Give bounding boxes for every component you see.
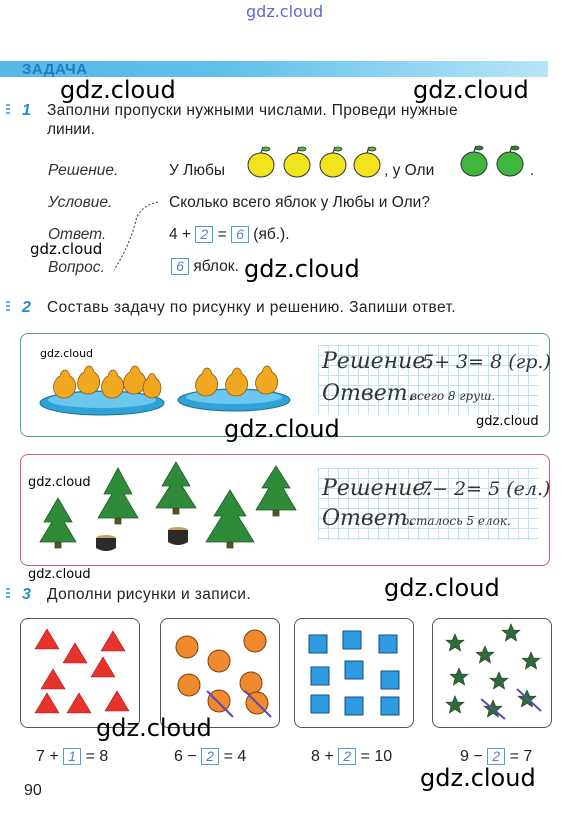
star-icon: [502, 624, 520, 641]
panel2-reshenie: Решение.: [322, 476, 433, 501]
apple-icon: [284, 147, 310, 177]
bullet-dots: [6, 301, 10, 313]
answer-box[interactable]: 1: [63, 748, 81, 765]
reshenie-text-c: .: [530, 162, 535, 179]
triangle-icon: [67, 693, 91, 713]
section-title: ЗАДАЧА: [22, 61, 88, 78]
watermark: gdz.cloud: [40, 347, 94, 360]
watermark: gdz.cloud: [224, 415, 340, 443]
triangles-card: [20, 618, 140, 728]
task-number: 2: [22, 299, 31, 316]
equation-2: 6 − 2 = 4: [174, 748, 247, 765]
page-number: 90: [24, 782, 42, 799]
apple-icon: [497, 146, 523, 176]
uslovie-text: Сколько всего яблок у Любы и Оли?: [169, 194, 430, 211]
circle-icon: [176, 636, 198, 658]
equation-3: 8 + 2 = 10: [311, 748, 393, 765]
uslovie-label: Условие.: [48, 194, 113, 211]
triangle-icon: [105, 691, 129, 711]
answer-box[interactable]: 2: [201, 748, 219, 765]
equation-4: 9 − 2 = 7: [460, 748, 533, 765]
tree-icon: [206, 490, 254, 548]
watermark: gdz.cloud: [28, 567, 91, 582]
task1-text-line1: Заполни пропуски нужными числами. Проведи нужные: [47, 102, 458, 119]
yellow-apples: [244, 145, 386, 181]
reshenie-text-b: , у Оли: [384, 162, 435, 179]
trees-illustration: [36, 458, 302, 554]
star-icon: [490, 672, 508, 689]
triangle-icon: [63, 643, 87, 663]
tree-icon: [98, 468, 138, 524]
circle-icon: [208, 690, 230, 712]
circle-icon: [240, 672, 262, 694]
triangle-icon: [91, 657, 115, 677]
answer-box[interactable]: 2: [338, 748, 356, 765]
star-icon: [522, 652, 540, 669]
watermark: gdz.cloud: [96, 714, 212, 742]
square-icon: [343, 631, 361, 649]
task1-text-line2: линии.: [47, 121, 95, 138]
tree-icon: [156, 462, 196, 514]
stars-card: [432, 618, 552, 728]
star-icon: [450, 668, 468, 685]
stump-icon: [168, 527, 188, 545]
squares-illustration: [295, 619, 413, 727]
watermark: gdz.cloud: [60, 76, 176, 104]
panel2-answer: осталось 5 елок.: [402, 514, 511, 528]
vopros-label: Вопрос.: [48, 259, 105, 276]
panel2-otvet: Ответ.: [322, 506, 415, 531]
apple-icon: [461, 146, 487, 176]
panel1-otvet: Ответ.: [322, 381, 415, 406]
panel2-expr: 7− 2= 5 (ел.): [420, 478, 551, 500]
task-number: 1: [22, 102, 31, 119]
circles-illustration: [161, 619, 279, 727]
answer-box[interactable]: 6: [231, 226, 249, 243]
watermark: gdz.cloud: [246, 2, 324, 21]
square-icon: [381, 671, 399, 689]
watermark: gdz.cloud: [476, 414, 539, 429]
tree-icon: [40, 498, 76, 548]
watermark: gdz.cloud: [384, 574, 500, 602]
star-icon: [446, 634, 464, 651]
bullet-dots: [6, 64, 10, 76]
task-number: 3: [22, 586, 31, 603]
triangles-illustration: [21, 619, 139, 727]
bullet-dots: [6, 588, 10, 600]
triangle-icon: [35, 693, 59, 713]
task2-text: Составь задачу по рисунку и решению. Запиши ответ.: [47, 299, 456, 316]
stump-icon: [96, 535, 116, 551]
circle-icon: [244, 630, 266, 652]
square-icon: [381, 697, 399, 715]
star-icon: [476, 646, 494, 663]
watermark: gdz.cloud: [30, 240, 103, 258]
task1-answer: 6 яблок.: [171, 258, 239, 276]
answer-box[interactable]: 2: [195, 226, 213, 243]
circle-icon: [178, 674, 200, 696]
watermark: gdz.cloud: [244, 255, 360, 283]
task1-equation: 4 + 2 = 6 (яб.).: [169, 226, 290, 243]
circles-card: [160, 618, 280, 728]
circle-icon: [208, 650, 230, 672]
equation-1: 7 + 1 = 8: [36, 748, 109, 765]
answer-box[interactable]: 2: [487, 748, 505, 765]
otvet-label: Ответ.: [48, 226, 107, 243]
connector-line: [110, 200, 165, 275]
watermark: gdz.cloud: [420, 764, 536, 792]
stars-illustration: [433, 619, 551, 727]
square-icon: [379, 635, 397, 653]
answer-box[interactable]: 6: [171, 258, 189, 275]
apple-icon: [320, 147, 346, 177]
watermark: gdz.cloud: [28, 475, 91, 490]
square-icon: [345, 661, 363, 679]
square-icon: [309, 635, 327, 653]
tree-icon: [256, 466, 296, 516]
star-icon: [446, 696, 464, 713]
reshenie-label: Решение.: [48, 162, 119, 179]
reshenie-text-a: У Любы: [169, 162, 225, 179]
triangle-icon: [101, 631, 125, 651]
panel1-expr: 5+ 3= 8 (гр.): [422, 351, 551, 373]
task3-text: Дополни рисунки и записи.: [47, 586, 252, 603]
watermark: gdz.cloud: [413, 76, 529, 104]
panel1-reshenie: Решение.: [322, 349, 433, 374]
green-apples: [458, 144, 528, 180]
triangle-icon: [41, 669, 65, 689]
apple-icon: [248, 147, 274, 177]
square-icon: [311, 695, 329, 713]
triangle-icon: [35, 629, 59, 649]
panel1-answer: всего 8 груш.: [410, 389, 496, 403]
squares-card: [294, 618, 414, 728]
apple-icon: [354, 147, 380, 177]
square-icon: [311, 667, 329, 685]
pear-icon: [54, 366, 161, 398]
pear-icon: [196, 366, 278, 396]
square-icon: [345, 697, 363, 715]
bullet-dots: [6, 104, 10, 116]
pears-illustration: [38, 348, 298, 420]
